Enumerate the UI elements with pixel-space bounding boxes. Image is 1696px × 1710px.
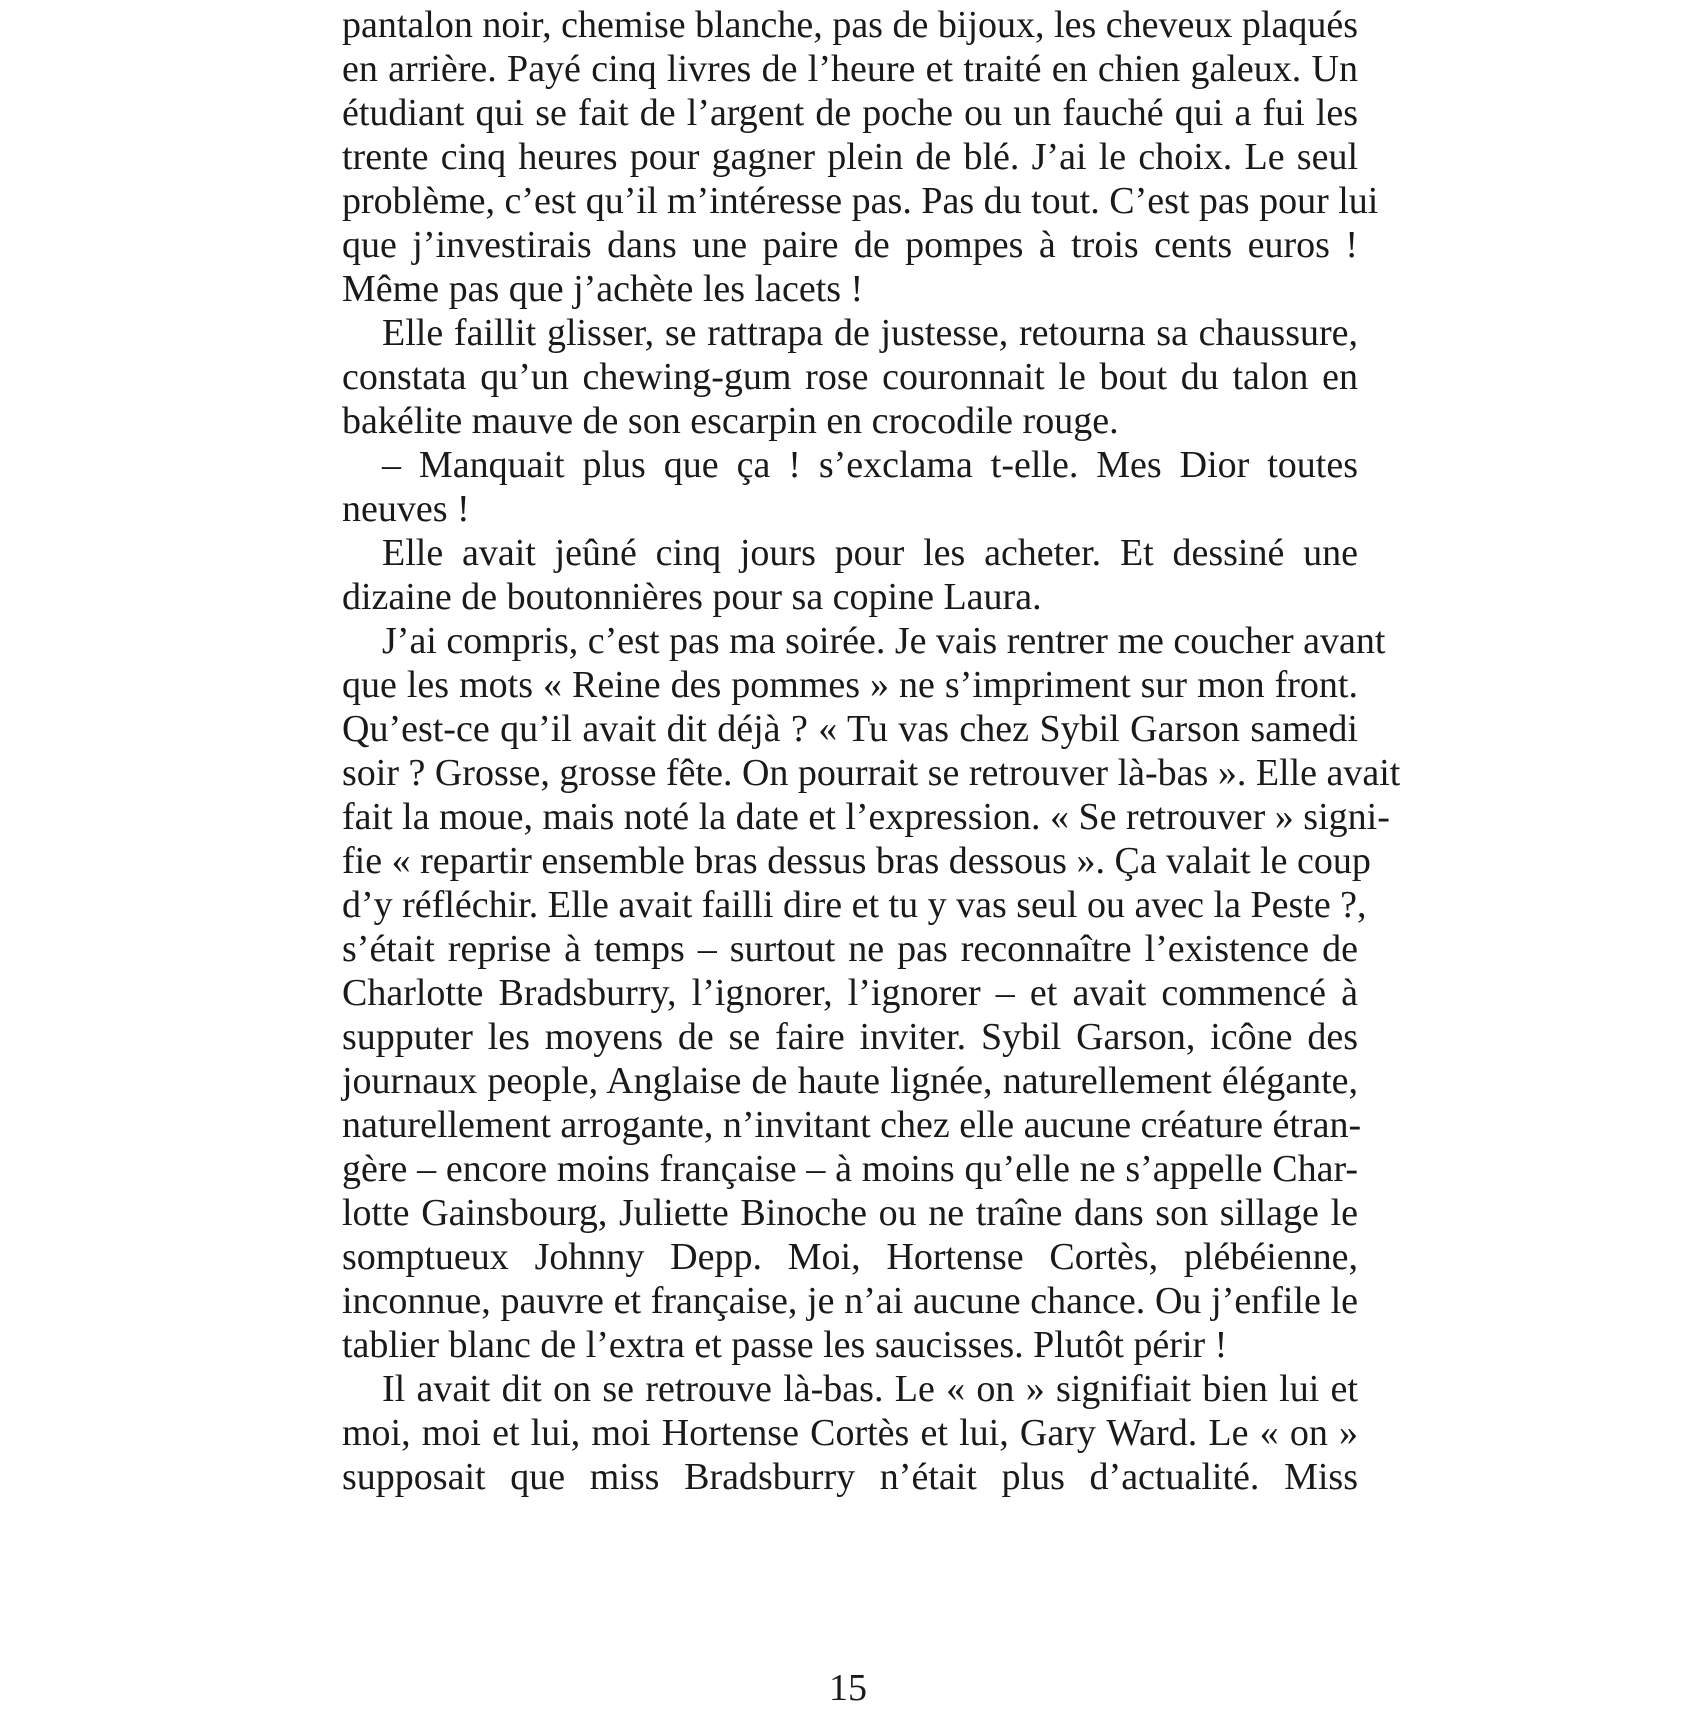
text-line: Elle faillit glisser, se rattrapa de justesse, retourna sa chaussure, xyxy=(382,312,1358,354)
text-line: problème, c’est qu’il m’intéresse pas. Pas du tout. C’est pas pour lui xyxy=(342,180,1379,222)
text-line: lotte Gainsbourg, Juliette Binoche ou ne traîne dans son sillage le xyxy=(342,1192,1358,1234)
text-line: trente cinq heures pour gagner plein de blé. J’ai le choix. Le seul xyxy=(342,136,1358,178)
text-line: Elle avait jeûné cinq jours pour les acheter. Et dessiné une xyxy=(382,532,1358,574)
text-line: que j’investirais dans une paire de pompes à trois cents euros ! xyxy=(342,224,1358,266)
text-line: pantalon noir, chemise blanche, pas de bijoux, les cheveux plaqués xyxy=(342,4,1358,46)
page-number: 15 xyxy=(829,1667,867,1709)
text-line: étudiant qui se fait de l’argent de poche ou un fauché qui a fui les xyxy=(342,92,1358,134)
text-line: Il avait dit on se retrouve là-bas. Le « on » signifiait bien lui et xyxy=(382,1368,1358,1410)
text-line: en arrière. Payé cinq livres de l’heure et traité en chien galeux. Un xyxy=(342,48,1358,90)
text-line: Charlotte Bradsburry, l’ignorer, l’ignorer – et avait commencé à xyxy=(342,972,1358,1014)
text-line: bakélite mauve de son escarpin en crocodile rouge. xyxy=(342,400,1119,442)
text-line: d’y réfléchir. Elle avait failli dire et tu y vas seul ou avec la Peste ?, xyxy=(342,884,1367,926)
text-line: gère – encore moins française – à moins qu’elle ne s’appelle Char- xyxy=(342,1148,1358,1190)
text-line: soir ? Grosse, grosse fête. On pourrait se retrouver là-bas ». Elle avait xyxy=(342,752,1401,794)
text-line: Qu’est-ce qu’il avait dit déjà ? « Tu vas chez Sybil Garson samedi xyxy=(342,708,1358,750)
text-line: somptueux Johnny Depp. Moi, Hortense Cortès, plébéienne, xyxy=(342,1236,1358,1278)
text-line: J’ai compris, c’est pas ma soirée. Je vais rentrer me coucher avant xyxy=(382,620,1386,662)
text-line: journaux people, Anglaise de haute lignée, naturellement élégante, xyxy=(342,1060,1358,1102)
text-line: dizaine de boutonnières pour sa copine Laura. xyxy=(342,576,1042,618)
text-line: tablier blanc de l’extra et passe les saucisses. Plutôt périr ! xyxy=(342,1324,1228,1366)
text-line: moi, moi et lui, moi Hortense Cortès et lui, Gary Ward. Le « on » xyxy=(342,1412,1358,1454)
text-line: fie « repartir ensemble bras dessus bras dessous ». Ça valait le coup xyxy=(342,840,1371,882)
text-line: constata qu’un chewing-gum rose couronnait le bout du talon en xyxy=(342,356,1358,398)
text-line: Même pas que j’achète les lacets ! xyxy=(342,268,864,310)
text-line: – Manquait plus que ça ! s’exclama t-elle. Mes Dior toutes xyxy=(382,444,1358,486)
text-line: supputer les moyens de se faire inviter. Sybil Garson, icône des xyxy=(342,1016,1358,1058)
text-line: fait la moue, mais noté la date et l’expression. « Se retrouver » signi- xyxy=(342,796,1390,838)
text-line: inconnue, pauvre et française, je n’ai aucune chance. Ou j’enfile le xyxy=(342,1280,1358,1322)
text-line: supposait que miss Bradsburry n’était plus d’actualité. Miss xyxy=(342,1456,1358,1498)
text-line: que les mots « Reine des pommes » ne s’impriment sur mon front. xyxy=(342,664,1358,706)
text-line: neuves ! xyxy=(342,488,470,530)
text-line: s’était reprise à temps – surtout ne pas reconnaître l’existence de xyxy=(342,928,1358,970)
text-line: naturellement arrogante, n’invitant chez elle aucune créature étran- xyxy=(342,1104,1362,1146)
